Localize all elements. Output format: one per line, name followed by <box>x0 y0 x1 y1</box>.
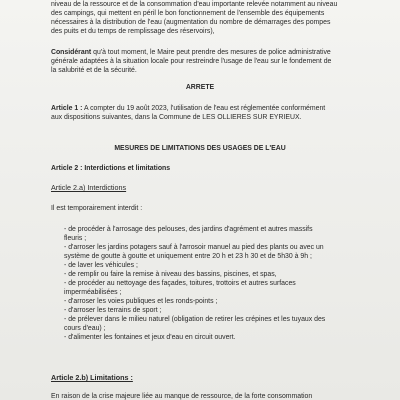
interdiction-line: imperméabilisées ; <box>64 289 122 296</box>
article1-label: Article 1 : <box>51 105 83 112</box>
considerant-line <box>51 49 331 57</box>
interdiction-line: - d'arroser les terrains de sport ; <box>64 307 162 314</box>
interdiction-line: - de remplir ou faire la remise à niveau des bassins, piscines, et spas, <box>64 271 277 278</box>
considerant-keyword: Considérant <box>51 49 92 56</box>
interdiction-line: - de procéder à l'arrosage des pelouses, des jardins d'agrément et autres massifs <box>64 226 313 233</box>
interdiction-line: - d'arroser les jardins potagers sauf à l'arrosoir manuel au pied des plants ou avec un <box>64 244 324 251</box>
considerant-line: la salubrité et de la sécurité. <box>51 67 137 74</box>
article2b-heading: Article 2.b) Limitations : <box>51 373 133 382</box>
article1-line <box>51 105 325 113</box>
interdiction-line: cours d'eau) ; <box>64 325 106 332</box>
measures-heading: MESURES DE LIMITATIONS DES USAGES DE L'EAU <box>114 145 286 152</box>
interdiction-line: fleuris ; <box>64 235 87 242</box>
interdiction-line: - d'arroser les voies publiques et les ronds-points ; <box>64 298 218 305</box>
interdiction-line: - de procéder au nettoyage des façades, toitures, trottoirs et autres surfaces <box>64 280 296 287</box>
article2-heading: Article 2 : Interdictions et limitations <box>51 165 171 172</box>
intro-line: des puits et du temps de remplissage des réservoirs), <box>51 28 215 35</box>
interdiction-line: - d'alimenter les fontaines et jeux d'eau en circuit ouvert. <box>64 334 236 341</box>
intro-line: niveau de la ressource et de la consommation d'eau importante relevée notamment au niveau <box>51 1 338 8</box>
intro-line: nécessaires à la distribution de l'eau (augmentation du nombre de démarrages des pompes <box>51 19 331 26</box>
article1-text: A compter du 19 août 2023, l'utilisation de l'eau est réglementée conformément <box>82 105 326 112</box>
interdiction-line: - de laver les véhicules ; <box>64 262 138 269</box>
interdit-intro: Il est temporairement interdit : <box>51 205 143 212</box>
intro-line: des campings, qui mettent en péril le bon fonctionnement de l'ensemble des équipements <box>51 10 325 17</box>
considerant-text: qu'à tout moment, le Maire peut prendre des mesures de police administrative <box>91 49 331 56</box>
partial-line: En raison de la crise majeure liée au manque de ressource, de la forte consommation <box>51 393 313 400</box>
considerant-line: générale adaptées à la situation locale pour restreindre l'usage de l'eau sur le fondement de <box>51 58 332 65</box>
article2a-heading: Article 2.a) Interdictions <box>51 183 127 192</box>
interdiction-line: - de prélever dans le milieu naturel (obligation de retirer les crépines et les tuyaux des <box>64 316 326 323</box>
interdiction-line: système de goutte à goutte et uniquement entre 20 h et 23 h 30 et de 5h30 à 9h ; <box>64 253 312 260</box>
arrete-heading: ARRETE <box>185 84 215 91</box>
article1-line: aux dispositions suivantes, dans la Commune de LES OLLIERES SUR EYRIEUX. <box>51 114 302 121</box>
